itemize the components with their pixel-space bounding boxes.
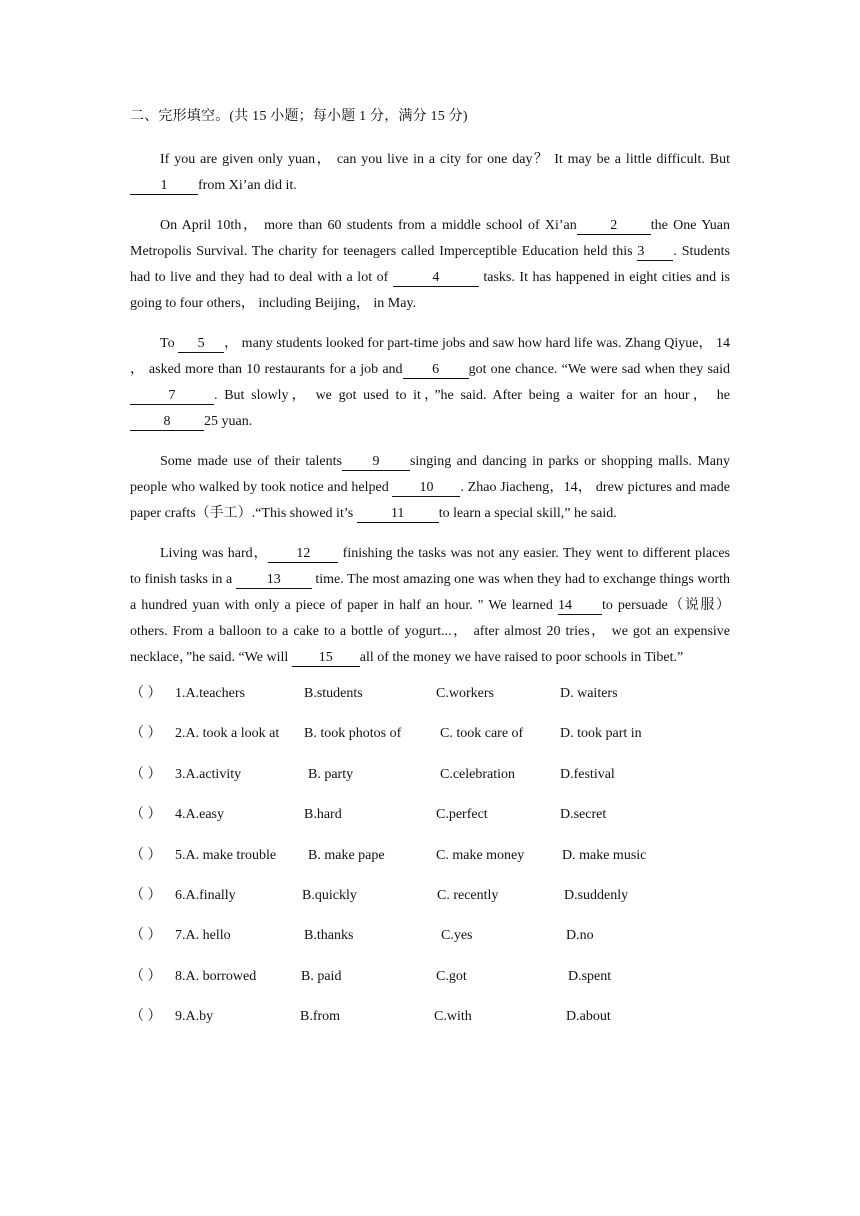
passage-paragraph-1 xyxy=(130,147,730,199)
blank-7: 7 xyxy=(130,388,214,405)
option-b: B.hard xyxy=(304,807,342,823)
section-title: 二、完形填空。(共 15 小题；每小题 1 分，满分 15 分) xyxy=(130,109,468,124)
blank-10: 10 xyxy=(392,480,460,497)
answer-paren: （ ） xyxy=(130,887,162,903)
passage-paragraph-5 xyxy=(130,541,730,671)
question-row xyxy=(130,806,730,846)
question-row xyxy=(130,1008,730,1048)
passage-text: ， many students looked for part-time jobs and saw how hard life was. Zhang Qiyue， 14 ， asked more than 10 restaurants for a job and xyxy=(130,336,731,377)
question-row xyxy=(130,968,730,1008)
option-d: D. make music xyxy=(562,847,647,863)
option-d: D. waiters xyxy=(560,686,618,701)
passage-text: Living was hard， xyxy=(160,546,269,561)
blank-12: 12 xyxy=(268,546,338,563)
option-d: D.secret xyxy=(560,807,607,823)
answer-paren: （ ） xyxy=(130,807,162,823)
question-row xyxy=(130,847,730,887)
passage-text: On April 10th， more than 60 students from a middle school of Xi’an xyxy=(160,218,577,233)
option-c: C. recently xyxy=(437,887,499,903)
option-d: D. took part in xyxy=(560,726,642,742)
passage-text: to persuade（说服）others. From a balloon to a cake to a bottle of yogurt...， after almost 20 tries， we got an expensive necklace，”he said. “We will xyxy=(130,598,730,665)
passage-text: time. The most amazing one was when they had to exchange things worth a hundred yuan with only a piece of paper in half an hour. " We learned xyxy=(130,572,730,613)
answer-paren: （ ） xyxy=(130,1009,162,1025)
blank-9: 9 xyxy=(342,454,410,471)
blank-14: 14 xyxy=(558,598,602,615)
passage-paragraph-2 xyxy=(130,213,730,317)
blank-8: 8 xyxy=(130,414,204,431)
document-page xyxy=(130,106,730,1049)
passage-text: 25 yuan. xyxy=(204,414,253,429)
passage-text: got one chance. “We were sad when they said xyxy=(468,362,731,377)
blank-1: 1 xyxy=(130,178,198,195)
blank-6: 6 xyxy=(403,362,469,379)
option-b: B. party xyxy=(308,766,354,782)
option-d: D.festival xyxy=(560,766,615,782)
answer-paren: （ ） xyxy=(130,766,162,782)
answer-paren: （ ） xyxy=(130,847,162,863)
option-c: C.celebration xyxy=(440,766,516,782)
question-row xyxy=(130,927,730,967)
passage-text: Some made use of their talents xyxy=(160,454,342,469)
blank-2: 2 xyxy=(577,218,651,235)
option-c: C.with xyxy=(434,1009,472,1025)
option-d: D.spent xyxy=(568,968,612,984)
passage-paragraph-3 xyxy=(130,331,730,435)
blank-11: 11 xyxy=(357,506,439,523)
option-a: 3.A.activity xyxy=(175,766,242,782)
option-c: C.perfect xyxy=(436,807,488,823)
blank-4: 4 xyxy=(393,270,479,287)
passage-text: all of the money we have raised to poor schools in Tibet.” xyxy=(359,650,684,665)
blank-5: 5 xyxy=(178,336,224,353)
option-b: B.from xyxy=(300,1009,341,1025)
option-a: 9.A.by xyxy=(175,1009,214,1025)
option-a: 8.A. borrowed xyxy=(175,968,257,984)
option-b: B.quickly xyxy=(302,887,357,903)
passage-text: singing and dancing in parks or shopping malls. Many people who walked by took notice and helped xyxy=(130,454,731,495)
option-c: C. make money xyxy=(436,847,525,863)
passage-paragraph-4 xyxy=(130,449,730,527)
option-a: 2.A. took a look at xyxy=(175,726,280,742)
question-row xyxy=(130,766,730,806)
option-b: B. paid xyxy=(301,968,342,984)
option-a: 7.A. hello xyxy=(175,928,231,944)
option-c: C.got xyxy=(436,968,467,984)
question-row xyxy=(130,725,730,765)
passage-text: . But slowly， we got used to it，”he said. After being a waiter for an hour， he xyxy=(214,388,730,403)
passage-text: . Zhao Jiacheng，14， drew pictures and made paper crafts（手工）.“This showed it’s xyxy=(130,480,730,521)
option-a: 6.A.finally xyxy=(175,887,236,903)
option-a: 5.A. make trouble xyxy=(175,847,277,863)
question-options xyxy=(130,685,730,1049)
option-d: D.about xyxy=(566,1009,611,1025)
blank-15: 15 xyxy=(292,650,360,667)
passage-text: tasks. It has happened in eight cities and is going to four others， including Beijing， in May. xyxy=(130,270,730,311)
passage-text: finishing the tasks was not any easier. They went to different places to finish tasks in a xyxy=(130,546,730,587)
option-a: 4.A.easy xyxy=(175,807,224,823)
option-b: B. took photos of xyxy=(304,726,402,742)
option-b: B. make pape xyxy=(308,847,385,863)
option-b: B.students xyxy=(304,686,363,701)
passage-text: the One Yuan Metropolis Survival. The charity for teenagers called Imperceptible Education held this xyxy=(130,218,730,259)
passage-text: to learn a special skill,” he said. xyxy=(438,506,617,521)
passage-text: from Xi’an did it. xyxy=(198,178,297,193)
passage-text: If you are given only yuan， can you live in a city for one day？ It may be a little difficult. But xyxy=(160,152,730,167)
option-d: D.suddenly xyxy=(564,887,629,903)
option-d: D.no xyxy=(566,928,594,944)
question-row xyxy=(130,685,730,725)
option-c: C.workers xyxy=(436,686,494,701)
passage-text: To xyxy=(160,336,179,351)
blank-13: 13 xyxy=(236,572,312,589)
answer-paren: （ ） xyxy=(130,726,162,742)
blank-3: 3 xyxy=(637,244,673,261)
option-c: C. took care of xyxy=(440,726,524,742)
option-a: 1.A.teachers xyxy=(175,686,245,701)
option-b: B.thanks xyxy=(304,928,354,944)
question-row xyxy=(130,887,730,927)
answer-paren: （ ） xyxy=(130,686,162,701)
option-c: C.yes xyxy=(441,928,473,944)
answer-paren: （ ） xyxy=(130,928,162,944)
passage-text: . Students had to live and they had to deal with a lot of xyxy=(130,244,730,285)
answer-paren: （ ） xyxy=(130,968,162,984)
